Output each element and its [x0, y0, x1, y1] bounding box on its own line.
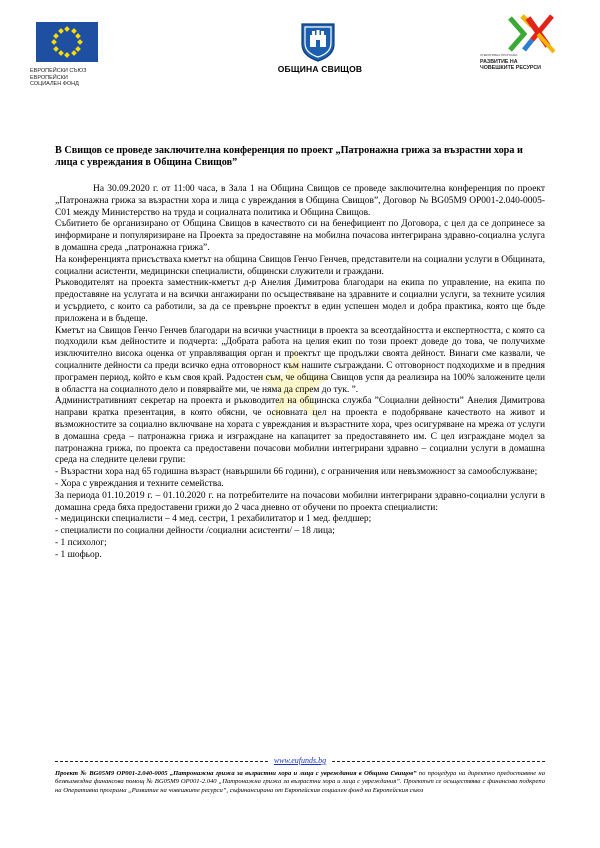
hr-caption-line: РАЗВИТИЕ НА	[480, 59, 518, 65]
eu-caption-line: ЕВРОПЕЙСКИ	[30, 74, 68, 81]
footer-dash-right	[332, 761, 545, 762]
eu-star-icon	[64, 26, 70, 32]
page-title: В Свищов се проведе заключителна конференция по проект „Патронажна грижа за възрастни хора и лица с увреждания в Община Свищов”	[55, 145, 523, 169]
eufunds-link[interactable]: www.eufunds.bg	[273, 756, 327, 765]
eu-star-icon	[75, 33, 81, 39]
eu-star-icon	[53, 46, 59, 52]
footer-text	[55, 770, 545, 795]
footer-project-description: по процедура на директно предоставяне на безвъзмездна финансова помощ № BG05M9 OP001-2.040 „Патронажна грижа за възрастни хора и лица с увреждания”. Проектът се осъществява с финансова подкрепа на Оперативна програма „Развитие на човешките ресурси”, съфинансирана от Европейския социален фонд на Европейския съюз	[55, 770, 545, 794]
paragraph: Събитието бе организирано от Община Свищов в качеството си на бенефициент по Договора, с цел да се допринесе за информиране и популяризиране на Проекта за предоставяне на мобилна почасова интегрирана здравно-социална услуга в домашна среда „патронажна грижа”.	[55, 219, 545, 253]
footer-project-title: Проект № BG05M9 OP001-2.040-0005 „Патронажна грижа за възрастни хора и лица с увреждания в Община Свищов”	[55, 770, 417, 777]
eu-star-icon	[53, 33, 59, 39]
paragraph: Ръководителят на проекта заместник-кметът д-р Анелия Димитрова благодари на екипа по управление, на екипа по предоставяне на услугата и на всички ангажирани по осъществяване на здравните и социални услуги, за техните усилия и усърдието, с които са работили, за да се превърне проектът в един успешен модел и добра практика, която ще бъде приложена и в бъдеще.	[55, 278, 545, 324]
list-item: - Хора с увреждания и техните семейства.	[55, 478, 224, 489]
hr-program-caption	[480, 59, 590, 71]
list-item: - 1 психолог;	[55, 537, 107, 548]
eu-flag-logo	[36, 22, 98, 62]
paragraph: На конференцията присъстваха кметът на община Свищов Генчо Генчев, представители на социални услуги в Общината, социални асистенти, медицински специалисти, общински служители и граждани.	[55, 254, 545, 277]
eu-star-icon	[64, 52, 70, 58]
eu-star-icon	[58, 28, 64, 34]
eu-caption	[30, 68, 120, 88]
eu-star-icon	[71, 50, 77, 56]
eu-caption-line: ЕВРОПЕЙСКИ СЪЮЗ	[30, 68, 87, 74]
municipality-crest-icon	[300, 22, 336, 62]
eu-star-icon	[51, 39, 57, 45]
list-item: - 1 шофьор.	[55, 549, 102, 560]
paragraph: Административният секретар на проекта и ръководител на общинска служба ”Социални дейности” Анелия Димитрова направи кратка презентация, в която обясни, че основната цел на проекта е подобряване качеството на живот и възможностите за социално включване на хората с увреждания и възрастните хора, чрез осигуряване на мрежа от услуги в домашна среда – патронажна грижа и изграждане на капацитет за предоставянето им. С цел изграждане модел за патронажна грижа, по проекта са предоставени почасови мобилни интегрирани здравно – социални услуги в домашна среда на следните целеви групи:	[55, 396, 545, 466]
eu-star-icon	[71, 28, 77, 34]
eu-star-icon	[58, 50, 64, 56]
municipality-name: ОБЩИНА СВИЩОВ	[277, 64, 363, 74]
list-item: - специалисти по социални дейности /социални асистенти/ – 18 лица;	[55, 526, 335, 537]
eu-caption-line: СОЦИАЛЕН ФОНД	[30, 81, 79, 88]
footer-separator	[55, 756, 545, 765]
paragraph: Кметът на Свищов Генчо Генчев благодари на всички участници в проекта за всеотдайността и експертността, с която са подходили към дейностите и подчерта: „Добрата работа на целия екип по този проект доведе до това, че получихме изключително висока оценка от управляващия орган и проектът ще продължи своята дейност. Винаги сме казвали, че социалните дейности са преди всичко една отговорност към нашите съграждани. С отговорност подходихме и в предния програмен период, който е към своя край. Радостен съм, че община Свищов успя да реализира на 100% заложените цели в областта на социалното дело и повярвайте ми, че няма да спрем до тук. ”.	[55, 325, 545, 395]
hr-caption-line: ЧОВЕШКИТЕ РЕСУРСИ	[480, 65, 541, 71]
paragraph: За периода 01.10.2019 г. – 01.10.2020 г. на потребителите на почасови мобилни интегрирани здравно-социални услуги в домашна среда бяха предоставени грижи до 2 часа дневно от обучени по проекта специалисти:	[55, 490, 545, 513]
eu-star-icon	[77, 39, 83, 45]
list-item: - Възрастни хора над 65 годишна възраст (навършили 66 години), с ограничения или невъзможност за самообслужване;	[55, 467, 538, 478]
paragraph: На 30.09.2020 г. от 11:00 часа, в Зала 1 на Община Свищов се проведе заключителна конференция по проект „Патронажна грижа за възрастни хора и лица с увреждания в Община Свищов”, Договор № BG05M9 OP001-2.040-0005-C01 между Министерство на труда и социалната политика и Община Свищов.	[55, 184, 545, 218]
hr-program-small-text: ОПЕРАТИВНА ПРОГРАМА	[480, 53, 518, 57]
footer-dash-left	[55, 761, 268, 762]
article-body	[55, 184, 545, 562]
eu-star-icon	[75, 46, 81, 52]
hr-program-logo-icon	[502, 12, 562, 54]
list-item: - медицински специалисти – 4 мед. сестри, 1 рехабилитатор и 1 мед. фелдшер;	[55, 514, 372, 525]
